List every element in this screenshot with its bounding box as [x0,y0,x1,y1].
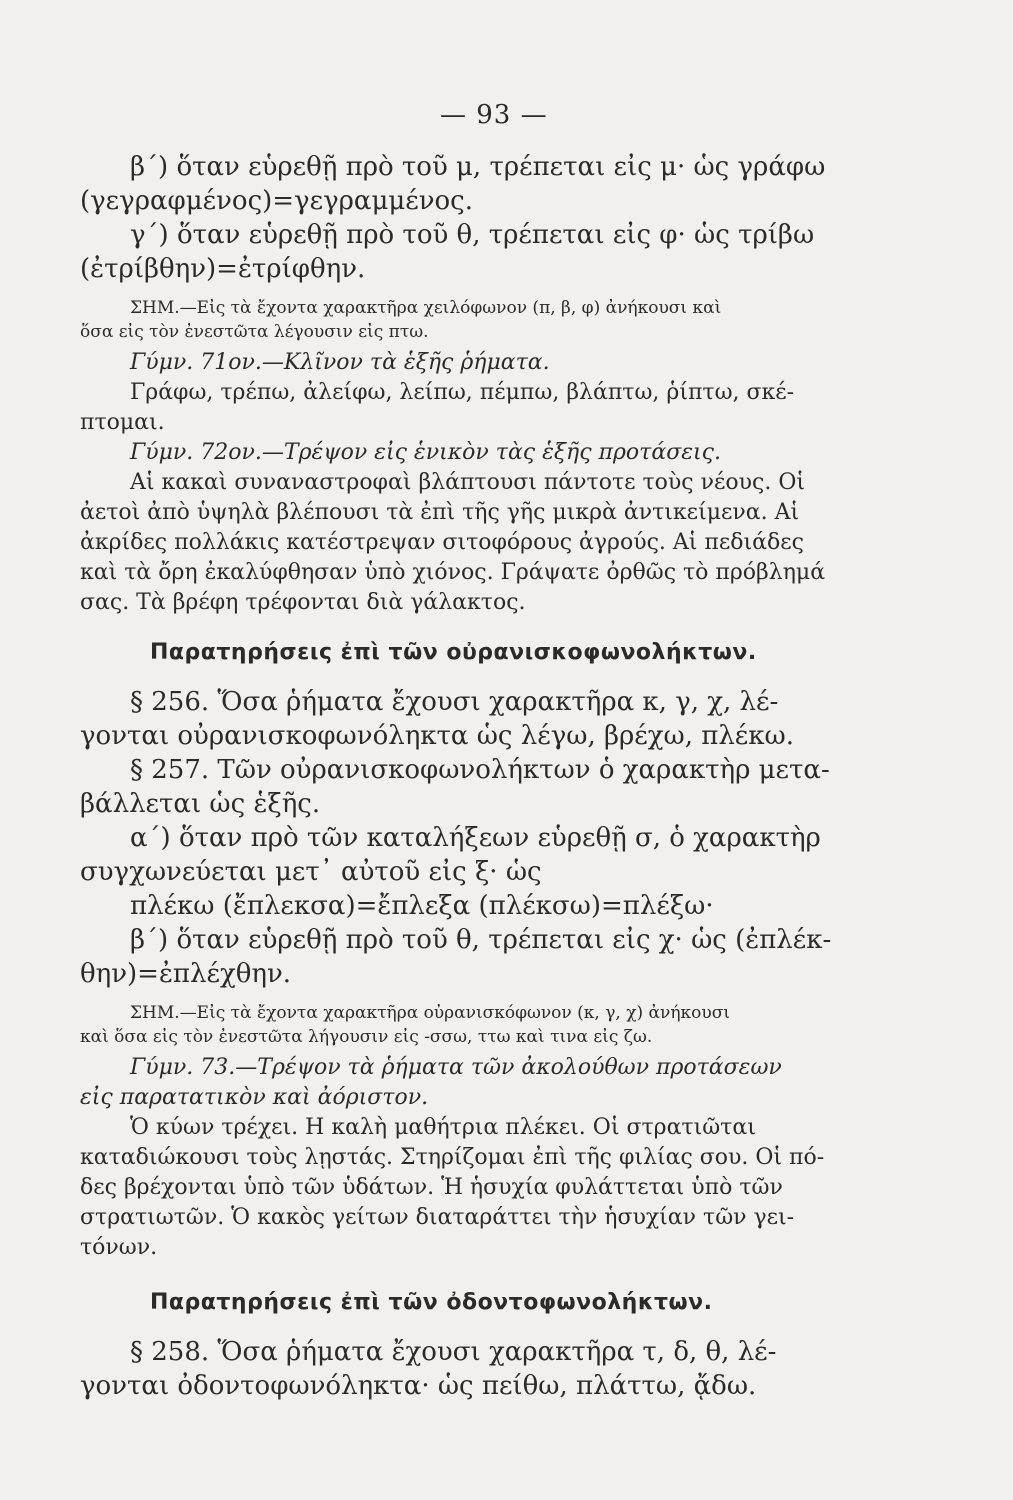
paragraph-258: § 258. Ὅσα ῥήματα ἔχουσι χαρακτῆρα τ, δ, θ, λέ- [130,1337,777,1367]
rule-beta-palatal-cont: θην)=ἐπλέχθην. [80,959,292,989]
rule-alpha: α΄) ὅταν πρὸ τῶν καταλήξεων εὑρεθῇ σ, ὁ χαρακτὴρ [130,823,821,853]
section-top [80,150,855,618]
exercise-72-line: σας. Τὰ βρέφη τρέφονται διὰ γάλακτος. [80,590,526,615]
exercise-71-verbs-cont: πτομαι. [80,410,165,435]
rule-gamma: γ΄) ὅταν εὑρεθῇ πρὸ τοῦ θ, τρέπεται εἰς φ· ὡς τρίβω [130,220,815,250]
exercise-72-line: ἀετοὶ ἀπὸ ὑψηλὰ βλέπουσι τὰ ἐπὶ τῆς γῆς μικρὰ ἀντικείμενα. Αἱ [80,500,800,525]
section-heading-dental: Παρατηρήσεις ἐπὶ τῶν ὀδοντοφωνολήκτων. [150,1290,713,1315]
paragraph-257-cont: βάλλεται ὡς ἑξῆς. [80,789,321,819]
exercise-73-line: στρατιωτῶν. Ὁ κακὸς γείτων διαταράττει τὴν ἡσυχίαν τῶν γει- [80,1205,795,1230]
section-dental [80,1335,855,1403]
note-labial-2: ὅσα εἰς τὸν ἐνεστῶτα λέγουσιν εἰς πτω. [80,322,429,342]
paragraph-257: § 257. Τῶν οὐρανισκοφωνολήκτων ὁ χαρακτὴρ μετα- [130,755,830,785]
note-labial-1: ΣΗΜ.—Εἰς τὰ ἔχοντα χαρακτῆρα χειλόφωνον (π, β, φ) ἀνήκουσι καὶ [130,298,722,318]
exercise-71-title: Γύμν. 71ον.—Κλῖνον τὰ ἑξῆς ῥήματα. [130,350,550,375]
rule-beta-example: (γεγραφμένος)=γεγραμμένος. [80,186,473,216]
exercise-72-line: Αἱ κακαὶ συναναστροφαὶ βλάπτουσι πάντοτε τοὺς νέους. Οἱ [130,470,805,495]
exercise-72-line: ἀκρίδες πολλάκις κατέστρεψαν σιτοφόρους ἀγρούς. Αἱ πεδιάδες [80,530,804,555]
exercise-73-line: τόνων. [80,1235,158,1260]
exercise-73-title-cont: εἰς παρατατικὸν καὶ ἀόριστον. [80,1085,429,1110]
rule-alpha-cont: συγχωνεύεται μετ᾿ αὐτοῦ εἰς ξ· ὡς [80,857,542,887]
exercise-73-line: Ὁ κύων τρέχει. Η καλὴ μαθήτρια πλέκει. Οἱ στρατιῶται [130,1115,756,1140]
exercise-73-title: Γύμν. 73.—Τρέψον τὰ ῥήματα τῶν ἀκολούθων προτάσεων [130,1055,782,1080]
paragraph-258-cont: γονται ὀδοντοφωνόληκτα· ὡς πείθω, πλάττω, ᾄδω. [80,1371,757,1401]
rule-gamma-example: (ἐτρίβθην)=ἐτρίφθην. [80,254,366,284]
paragraph-256-cont: γονται οὐρανισκοφωνόληκτα ὡς λέγω, βρέχω, πλέκω. [80,721,794,751]
rule-beta-palatal: β΄) ὅταν εὑρεθῇ πρὸ τοῦ θ, τρέπεται εἰς χ· ὡς (ἐπλέκ- [130,925,832,955]
exercise-73-line: δες βρέχονται ὑπὸ τῶν ὑδάτων. Ἡ ἡσυχία φυλάττεται ὑπὸ τῶν [80,1175,783,1200]
section-heading-palatal: Παρατηρήσεις ἐπὶ τῶν οὐρανισκοφωνολήκτων. [150,640,757,665]
exercise-71-verbs: Γράφω, τρέπω, ἀλείφω, λείπω, πέμπω, βλάπτω, ῥίπτω, σκέ- [130,380,795,405]
note-palatal-2: καὶ ὅσα εἰς τὸν ἐνεστῶτα λήγουσιν εἰς -σσω, ττω καὶ τινα εἰς ζω. [80,1027,653,1047]
page-number: — 93 — [440,100,548,130]
note-palatal-1: ΣΗΜ.—Εἰς τὰ ἔχοντα χαρακτῆρα οὐρανισκόφωνον (κ, γ, χ) ἀνήκουσι [130,1003,730,1023]
section-palatal [80,685,855,1263]
rule-beta: β΄) ὅταν εὑρεθῇ πρὸ τοῦ μ, τρέπεται εἰς μ· ὡς γράφω [130,152,826,182]
exercise-72-line: καὶ τὰ ὄρη ἐκαλύφθησαν ὑπὸ χιόνος. Γράψατε ὀρθῶς τὸ πρόβλημά [80,560,826,585]
exercise-73-line: καταδιώκουσι τοὺς λῃστάς. Στηρίζομαι ἐπὶ τῆς φιλίας σου. Οἱ πό- [80,1145,825,1170]
exercise-72-title: Γύμν. 72ον.—Τρέψον εἰς ἑνικὸν τὰς ἑξῆς προτάσεις. [130,440,721,465]
paragraph-256: § 256. Ὅσα ῥήματα ἔχουσι χαρακτῆρα κ, γ, χ, λέ- [130,687,779,717]
rule-alpha-example: πλέκω (ἔπλεκσα)=ἔπλεξα (πλέκσω)=πλέξω· [130,891,714,921]
